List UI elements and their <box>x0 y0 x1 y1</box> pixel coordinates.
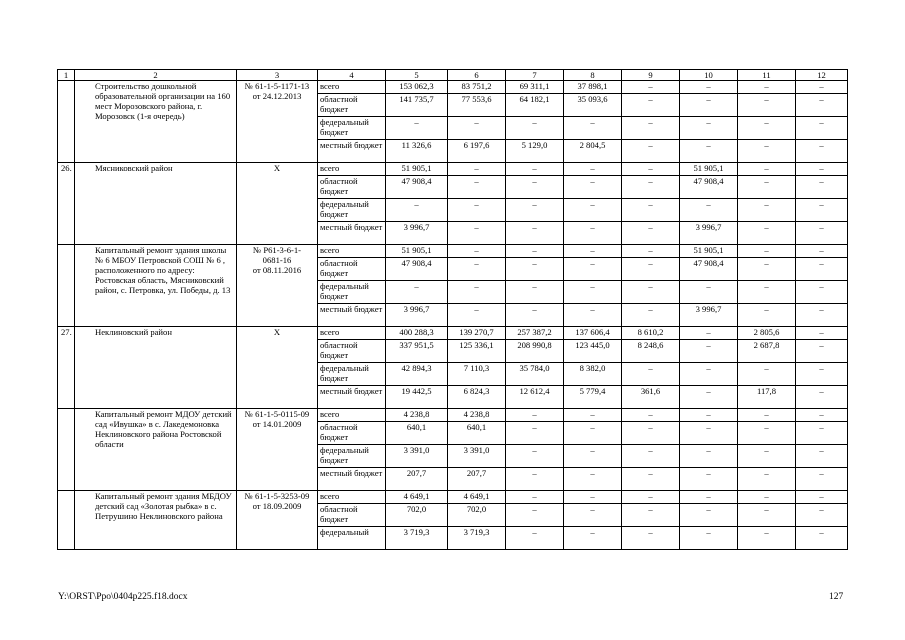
row-number-cell: 26. <box>58 163 75 245</box>
value-cell: 139 270,7 <box>448 327 506 340</box>
column-number-4: 4 <box>318 70 386 81</box>
value-cell: 69 311,1 <box>506 81 564 94</box>
value-cell: – <box>680 81 738 94</box>
table-body <box>58 70 848 550</box>
value-cell: – <box>796 491 848 504</box>
value-cell: – <box>564 527 622 550</box>
value-cell: – <box>622 409 680 422</box>
value-cell: – <box>738 199 796 222</box>
value-cell: – <box>506 491 564 504</box>
value-cell: – <box>506 527 564 550</box>
column-number-9: 9 <box>622 70 680 81</box>
value-cell: – <box>796 281 848 304</box>
value-cell: 6 197,6 <box>448 140 506 163</box>
value-cell: 77 553,6 <box>448 94 506 117</box>
document-code-line: от 18.09.2009 <box>252 501 302 511</box>
value-cell: 19 442,5 <box>386 386 448 409</box>
value-cell: – <box>738 409 796 422</box>
document-code-line: № 61-1-5-1171-13 <box>244 81 310 91</box>
value-cell: 47 908,4 <box>680 176 738 199</box>
value-cell: – <box>680 468 738 491</box>
value-cell: – <box>796 140 848 163</box>
row-number-cell <box>58 245 75 327</box>
value-cell: – <box>796 245 848 258</box>
value-cell: – <box>506 281 564 304</box>
value-cell: – <box>386 281 448 304</box>
value-cell: – <box>680 94 738 117</box>
value-cell: – <box>796 199 848 222</box>
value-cell: 117,8 <box>738 386 796 409</box>
column-number-6: 6 <box>448 70 506 81</box>
footer-file-path: Y:\ORST\Ppo\0404p225.f18.docx <box>58 592 188 602</box>
value-cell: 4 649,1 <box>386 491 448 504</box>
value-cell: – <box>796 422 848 445</box>
value-cell: 141 735,7 <box>386 94 448 117</box>
value-cell: – <box>506 422 564 445</box>
value-cell: – <box>506 117 564 140</box>
value-cell: – <box>448 117 506 140</box>
value-cell: 11 326,6 <box>386 140 448 163</box>
value-cell: – <box>738 222 796 245</box>
value-cell: – <box>680 504 738 527</box>
value-cell: – <box>622 222 680 245</box>
value-cell: – <box>738 304 796 327</box>
value-cell: – <box>622 527 680 550</box>
object-name-cell: Строительство дошкольной образовательной организации на 160 мест Морозовского района, г. Морозовск (1-я очередь) <box>75 81 237 163</box>
document-code-cell <box>237 409 318 491</box>
row-number-cell <box>58 81 75 163</box>
value-cell: – <box>796 94 848 117</box>
value-cell: – <box>564 445 622 468</box>
value-cell: 208 990,8 <box>506 340 564 363</box>
value-cell: – <box>448 163 506 176</box>
funding-source-cell: областной бюджет <box>318 94 386 117</box>
document-code-line: от 08.11.2016 <box>252 265 302 275</box>
value-cell: 35 093,6 <box>564 94 622 117</box>
value-cell: 37 898,1 <box>564 81 622 94</box>
value-cell: – <box>796 340 848 363</box>
value-cell: – <box>680 409 738 422</box>
value-cell: – <box>506 409 564 422</box>
value-cell: – <box>738 491 796 504</box>
document-code-line: № Р61-3-6-1- <box>252 245 302 255</box>
value-cell: – <box>564 258 622 281</box>
column-number-3: 3 <box>237 70 318 81</box>
value-cell: – <box>564 163 622 176</box>
value-cell: – <box>738 94 796 117</box>
value-cell: – <box>622 363 680 386</box>
value-cell: – <box>622 245 680 258</box>
value-cell: 123 445,0 <box>564 340 622 363</box>
value-cell: 137 606,4 <box>564 327 622 340</box>
value-cell: – <box>680 140 738 163</box>
value-cell: – <box>796 504 848 527</box>
table-row <box>58 245 848 258</box>
value-cell: – <box>506 258 564 281</box>
value-cell: – <box>506 504 564 527</box>
value-cell: – <box>622 140 680 163</box>
row-number-cell <box>58 491 75 550</box>
document-code-line: Х <box>273 327 281 337</box>
funding-source-cell: областной бюджет <box>318 176 386 199</box>
column-number-8: 8 <box>564 70 622 81</box>
object-name-cell: Мясниковский район <box>75 163 237 245</box>
funding-source-cell: федеральный <box>318 527 386 550</box>
value-cell: 3 996,7 <box>386 222 448 245</box>
value-cell: – <box>564 468 622 491</box>
document-code-line: Х <box>273 163 281 173</box>
value-cell: – <box>506 222 564 245</box>
funding-source-cell: областной бюджет <box>318 258 386 281</box>
value-cell: – <box>738 445 796 468</box>
funding-source-cell: областной бюджет <box>318 504 386 527</box>
value-cell: – <box>796 117 848 140</box>
value-cell: – <box>622 199 680 222</box>
value-cell: – <box>448 258 506 281</box>
value-cell: 51 905,1 <box>680 163 738 176</box>
value-cell: – <box>448 199 506 222</box>
data-table <box>57 69 848 550</box>
value-cell: – <box>564 304 622 327</box>
value-cell: – <box>738 281 796 304</box>
value-cell: – <box>738 163 796 176</box>
value-cell: – <box>680 445 738 468</box>
value-cell: 47 908,4 <box>386 176 448 199</box>
value-cell: 3 996,7 <box>680 304 738 327</box>
column-number-12: 12 <box>796 70 848 81</box>
document-code-line: № 61-1-5-0115-09 <box>244 409 310 419</box>
value-cell: – <box>622 81 680 94</box>
value-cell: – <box>564 176 622 199</box>
value-cell: – <box>796 304 848 327</box>
value-cell: 5 129,0 <box>506 140 564 163</box>
funding-source-cell: местный бюджет <box>318 468 386 491</box>
value-cell: – <box>386 199 448 222</box>
value-cell: – <box>796 81 848 94</box>
value-cell: – <box>448 222 506 245</box>
table-row <box>58 491 848 504</box>
object-name-cell: Капитальный ремонт МДОУ детский сад «Ивушка» в с. Лакедемоновка Неклиновского района Ростовской области <box>75 409 237 491</box>
value-cell: 3 391,0 <box>386 445 448 468</box>
value-cell: – <box>448 245 506 258</box>
value-cell: 6 824,3 <box>448 386 506 409</box>
value-cell: 337 951,5 <box>386 340 448 363</box>
value-cell: 702,0 <box>386 504 448 527</box>
value-cell: – <box>564 199 622 222</box>
document-code-cell <box>237 491 318 550</box>
value-cell: – <box>506 176 564 199</box>
value-cell: 3 996,7 <box>680 222 738 245</box>
column-number-7: 7 <box>506 70 564 81</box>
value-cell: 47 908,4 <box>680 258 738 281</box>
value-cell: 8 248,6 <box>622 340 680 363</box>
funding-source-cell: всего <box>318 163 386 176</box>
value-cell: – <box>622 491 680 504</box>
table-row <box>58 327 848 340</box>
value-cell: 3 996,7 <box>386 304 448 327</box>
document-code-cell <box>237 245 318 327</box>
funding-source-cell: местный бюджет <box>318 386 386 409</box>
column-number-5: 5 <box>386 70 448 81</box>
value-cell: – <box>738 140 796 163</box>
funding-source-cell: федеральный бюджет <box>318 445 386 468</box>
value-cell: 8 382,0 <box>564 363 622 386</box>
object-name-cell: Капитальный ремонт здания МБДОУ детский сад «Золотая рыбка» в с. Петрушино Неклиновского района <box>75 491 237 550</box>
value-cell: 361,6 <box>622 386 680 409</box>
value-cell: – <box>738 258 796 281</box>
value-cell: – <box>680 199 738 222</box>
funding-source-cell: местный бюджет <box>318 222 386 245</box>
value-cell: – <box>796 258 848 281</box>
value-cell: – <box>680 340 738 363</box>
value-cell: 51 905,1 <box>680 245 738 258</box>
value-cell: – <box>796 468 848 491</box>
value-cell: 702,0 <box>448 504 506 527</box>
value-cell: – <box>796 386 848 409</box>
funding-source-cell: всего <box>318 327 386 340</box>
document-code-line: от 14.01.2009 <box>252 419 302 429</box>
value-cell: – <box>738 527 796 550</box>
document-code-cell <box>237 327 318 409</box>
value-cell: – <box>564 245 622 258</box>
column-number-10: 10 <box>680 70 738 81</box>
value-cell: – <box>738 117 796 140</box>
funding-source-cell: всего <box>318 245 386 258</box>
value-cell: – <box>796 527 848 550</box>
footer-page-number: 127 <box>829 592 844 602</box>
value-cell: – <box>564 409 622 422</box>
document-code-cell <box>237 81 318 163</box>
funding-source-cell: местный бюджет <box>318 304 386 327</box>
value-cell: 2 804,5 <box>564 140 622 163</box>
value-cell: – <box>564 491 622 504</box>
value-cell: 3 719,3 <box>448 527 506 550</box>
value-cell: – <box>680 117 738 140</box>
row-number-cell <box>58 409 75 491</box>
value-cell: – <box>680 491 738 504</box>
funding-source-cell: всего <box>318 81 386 94</box>
value-cell: – <box>506 445 564 468</box>
value-cell: 2 687,8 <box>738 340 796 363</box>
table-row <box>58 409 848 422</box>
value-cell: – <box>564 117 622 140</box>
value-cell: – <box>622 422 680 445</box>
column-number-11: 11 <box>738 70 796 81</box>
value-cell: 5 779,4 <box>564 386 622 409</box>
value-cell: – <box>564 281 622 304</box>
value-cell: 7 110,3 <box>448 363 506 386</box>
value-cell: – <box>738 504 796 527</box>
value-cell: – <box>622 445 680 468</box>
value-cell: 35 784,0 <box>506 363 564 386</box>
value-cell: – <box>506 468 564 491</box>
value-cell: 3 719,3 <box>386 527 448 550</box>
funding-source-cell: областной бюджет <box>318 422 386 445</box>
value-cell: 42 894,3 <box>386 363 448 386</box>
value-cell: – <box>680 386 738 409</box>
value-cell: – <box>448 304 506 327</box>
value-cell: – <box>738 81 796 94</box>
value-cell: 207,7 <box>386 468 448 491</box>
value-cell: – <box>448 176 506 199</box>
value-cell: – <box>506 163 564 176</box>
column-number-2: 2 <box>75 70 237 81</box>
value-cell: 83 751,2 <box>448 81 506 94</box>
value-cell: – <box>796 363 848 386</box>
value-cell: – <box>680 527 738 550</box>
funding-source-cell: федеральный бюджет <box>318 199 386 222</box>
value-cell: – <box>680 363 738 386</box>
value-cell: – <box>738 422 796 445</box>
value-cell: 640,1 <box>448 422 506 445</box>
value-cell: – <box>622 117 680 140</box>
value-cell: – <box>622 258 680 281</box>
value-cell: 12 612,4 <box>506 386 564 409</box>
value-cell: – <box>738 176 796 199</box>
table-row <box>58 163 848 176</box>
value-cell: – <box>738 468 796 491</box>
value-cell: 400 288,3 <box>386 327 448 340</box>
value-cell: – <box>622 94 680 117</box>
row-number-cell: 27. <box>58 327 75 409</box>
column-number-row <box>58 70 848 81</box>
value-cell: – <box>680 422 738 445</box>
value-cell: – <box>506 199 564 222</box>
funding-source-cell: всего <box>318 409 386 422</box>
document-code-line: от 24.12.2013 <box>252 91 302 101</box>
value-cell: – <box>738 363 796 386</box>
value-cell: – <box>622 281 680 304</box>
value-cell: – <box>386 117 448 140</box>
value-cell: – <box>564 422 622 445</box>
value-cell: 4 238,8 <box>448 409 506 422</box>
value-cell: 125 336,1 <box>448 340 506 363</box>
column-number-1: 1 <box>58 70 75 81</box>
value-cell: 640,1 <box>386 422 448 445</box>
funding-source-cell: всего <box>318 491 386 504</box>
value-cell: 207,7 <box>448 468 506 491</box>
object-name-cell: Капитальный ремонт здания школы № 6 МБОУ Петровской СОШ № 6 , расположенного по адресу: Ростовская область, Мясниковский район, с. Петровка, ул. Победы, д. 13 <box>75 245 237 327</box>
value-cell: 257 387,2 <box>506 327 564 340</box>
value-cell: – <box>622 504 680 527</box>
value-cell: – <box>796 163 848 176</box>
value-cell: – <box>564 222 622 245</box>
value-cell: 4 238,8 <box>386 409 448 422</box>
document-code-line: 0681-16 <box>262 255 292 265</box>
value-cell: 51 905,1 <box>386 245 448 258</box>
value-cell: – <box>680 281 738 304</box>
value-cell: – <box>622 176 680 199</box>
value-cell: 2 805,6 <box>738 327 796 340</box>
funding-source-cell: местный бюджет <box>318 140 386 163</box>
value-cell: 3 391,0 <box>448 445 506 468</box>
value-cell: – <box>796 445 848 468</box>
value-cell: 47 908,4 <box>386 258 448 281</box>
value-cell: – <box>796 409 848 422</box>
value-cell: – <box>622 304 680 327</box>
funding-source-cell: областной бюджет <box>318 340 386 363</box>
value-cell: – <box>622 468 680 491</box>
value-cell: – <box>622 163 680 176</box>
table-row <box>58 81 848 94</box>
value-cell: 153 062,3 <box>386 81 448 94</box>
document-code-line: № 61-1-5-3253-09 <box>244 491 310 501</box>
value-cell: 8 610,2 <box>622 327 680 340</box>
value-cell: 4 649,1 <box>448 491 506 504</box>
value-cell: – <box>796 327 848 340</box>
value-cell: 64 182,1 <box>506 94 564 117</box>
value-cell: – <box>796 222 848 245</box>
document-code-cell <box>237 163 318 245</box>
funding-source-cell: федеральный бюджет <box>318 281 386 304</box>
value-cell: – <box>738 245 796 258</box>
object-name-cell: Неклиновский район <box>75 327 237 409</box>
funding-source-cell: федеральный бюджет <box>318 117 386 140</box>
value-cell: – <box>506 245 564 258</box>
value-cell: – <box>448 281 506 304</box>
value-cell: – <box>796 176 848 199</box>
funding-source-cell: федеральный бюджет <box>318 363 386 386</box>
value-cell: 51 905,1 <box>386 163 448 176</box>
value-cell: – <box>680 327 738 340</box>
value-cell: – <box>506 304 564 327</box>
value-cell: – <box>564 504 622 527</box>
